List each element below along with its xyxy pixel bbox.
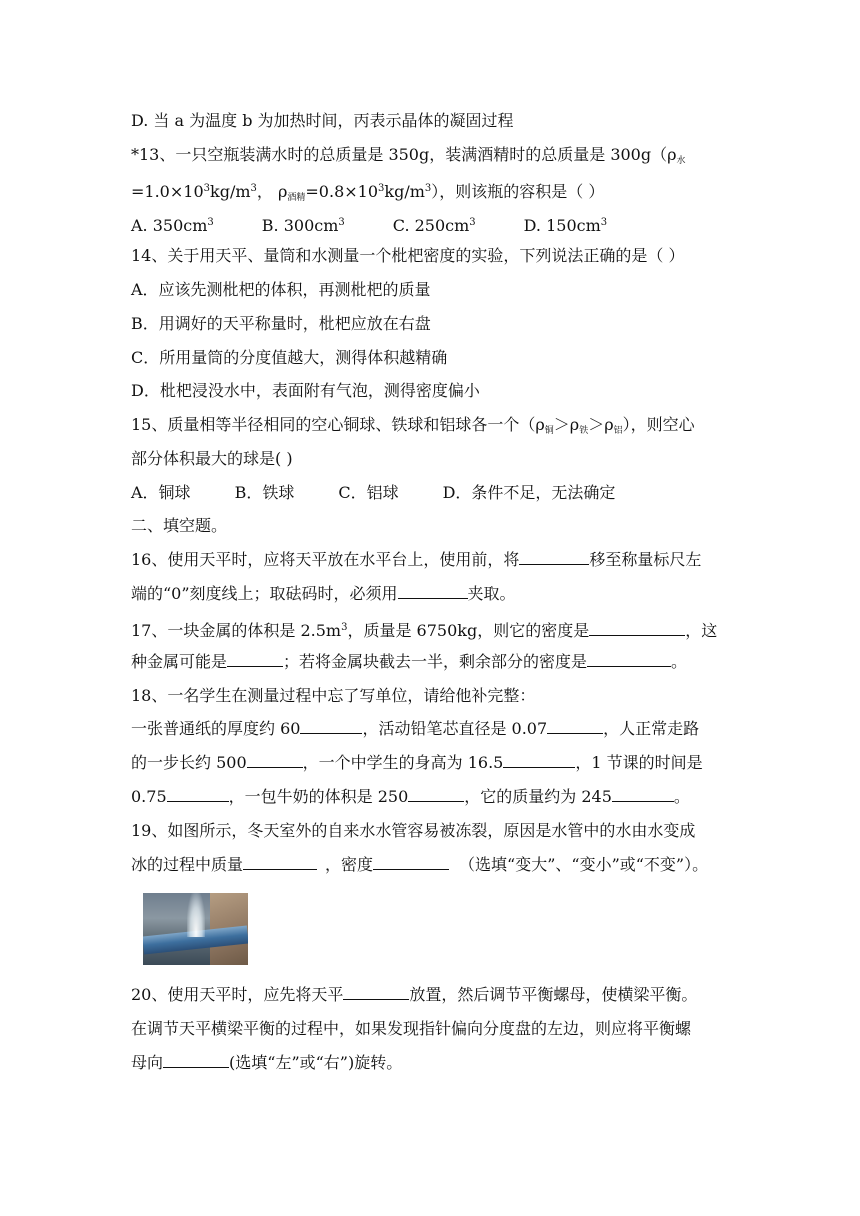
q20-line1 — [131, 984, 697, 1006]
q18-text: ，活动铅笔芯直径是 0.07 — [362, 719, 548, 738]
q16-line2 — [131, 583, 516, 605]
q20-text: 母向 — [131, 1053, 164, 1072]
q15-text: 15、质量相等半径相同的空心铜球、铁球和铝球各一个（ρ — [131, 415, 545, 434]
blank[interactable] — [300, 719, 362, 734]
q18-text: ，1 节课的时间是 — [575, 753, 703, 772]
blank[interactable] — [398, 584, 468, 599]
q14-option-c: C．所用量筒的分度值越大，测得体积越精确 — [131, 348, 448, 367]
sup: 3 — [203, 183, 210, 194]
q15-option-c: C．铝球 — [338, 483, 399, 502]
q17-text: ，质量是 6750kg，则它的密度是 — [347, 621, 590, 640]
q13-option-b: B. 300cm — [261, 216, 339, 235]
q13-option-a: A. 350cm — [131, 216, 208, 235]
water-spray — [187, 893, 205, 937]
sub: 铁 — [579, 426, 589, 436]
blank[interactable] — [227, 652, 283, 667]
q16-line1 — [131, 549, 701, 571]
rho-alcohol-sub: 酒精 — [287, 193, 306, 203]
q14-option-d: D．枇杷浸没水中，表面附有气泡，测得密度偏小 — [131, 381, 480, 400]
sup: 3 — [378, 183, 385, 194]
q14-option-a: A．应该先测枇杷的体积，再测枇杷的质量 — [131, 280, 431, 299]
q15-option-d: D．条件不足，无法确定 — [442, 483, 616, 502]
q15-option-b: B．铁球 — [234, 483, 295, 502]
q15-stem-line2: 部分体积最大的球是( ) — [131, 449, 293, 468]
q13-question: ），则该瓶的容积是（ ） — [431, 182, 605, 201]
q17-text: 17、一块金属的体积是 2.5m — [131, 621, 342, 640]
q18-line1 — [131, 718, 699, 740]
q13-option-c: C. 250cm — [392, 216, 470, 235]
q18-line2 — [131, 752, 703, 774]
q19-line1: 19、如图所示，冬天室外的自来水水管容易被冻裂，原因是水管中的水由水变成 — [131, 821, 696, 840]
q18-line3 — [131, 786, 690, 808]
q18-text: ，人正常走路 — [603, 719, 700, 738]
q13-stem-line1 — [131, 144, 686, 172]
q16-text: 16、使用天平时，应将天平放在水平台上，使用前，将 — [131, 550, 520, 569]
q17-text: ；若将金属块截去一半，剩余部分的密度是 — [283, 652, 588, 671]
blank[interactable] — [587, 652, 671, 667]
blank[interactable] — [343, 985, 409, 1000]
gt: ＞ρ — [553, 415, 580, 434]
blank[interactable] — [243, 855, 317, 870]
blank[interactable] — [247, 753, 303, 768]
q17-text: 种金属可能是 — [131, 652, 228, 671]
sup: 3 — [250, 183, 257, 194]
sub: 铝 — [613, 426, 623, 436]
sup: 3 — [207, 217, 214, 228]
q18-text: 一张普通纸的厚度约 60 — [131, 719, 301, 738]
q15-text-end: ），则空心 — [622, 415, 695, 434]
q17-line1 — [131, 617, 717, 642]
q13-options — [131, 212, 607, 237]
q18-text: ，它的质量约为 245 — [464, 787, 612, 806]
q15-option-a: A．铜球 — [131, 483, 191, 502]
q16-text: 端的“0”刻度线上；取砝码时，必须用 — [131, 584, 398, 603]
q20-line2: 在调节天平横梁平衡的过程中，如果发现指针偏向分度盘的左边，则应将平衡螺 — [131, 1019, 692, 1038]
q19-text: ，密度 — [325, 855, 374, 874]
q15-stem-line1 — [131, 414, 695, 442]
sup: 3 — [600, 217, 608, 228]
q18-text: 0.75 — [131, 787, 167, 806]
unit: kg/m — [384, 182, 425, 201]
q13-val2: =0.8×10 — [305, 182, 379, 201]
sup: 3 — [469, 217, 476, 228]
rho: ， ρ — [256, 182, 288, 201]
q13-option-d: D. 150cm — [523, 216, 601, 235]
blank[interactable] — [163, 1053, 229, 1068]
q19-text: （选填“变大”、“变小”或“不变”）。 — [459, 855, 709, 874]
q18-stem: 18、一名学生在测量过程中忘了写单位，请给他补完整： — [131, 686, 536, 705]
blank[interactable] — [547, 719, 603, 734]
q17-text: ，这 — [685, 621, 718, 640]
blank[interactable] — [167, 787, 229, 802]
q13-text: *13、一只空瓶装满水时的总质量是 350g，装满酒精时的总质量是 300g（ρ — [131, 145, 677, 164]
q20-line3 — [131, 1052, 402, 1074]
rho-water-sub: 水 — [676, 156, 686, 166]
blank[interactable] — [589, 621, 685, 636]
frozen-pipe-photo-icon — [143, 893, 248, 965]
q14-stem: 14、关于用天平、量筒和水测量一个枇杷密度的实验，下列说法正确的是（ ） — [131, 246, 685, 265]
q18-text: ，一包牛奶的体积是 250 — [228, 787, 409, 806]
q20-text: 20、使用天平时，应先将天平 — [131, 985, 344, 1004]
q17-text: 。 — [671, 652, 688, 671]
q18-text: ，一个中学生的身高为 16.5 — [302, 753, 504, 772]
q20-text: (选填“左”或“右”)旋转。 — [229, 1053, 403, 1072]
sup: 3 — [338, 217, 345, 228]
q16-text: 夹取。 — [467, 584, 516, 603]
q15-options — [131, 482, 615, 504]
q18-text: 。 — [673, 787, 690, 806]
q19-text: 冰的过程中质量 — [131, 855, 244, 874]
blank[interactable] — [612, 787, 674, 802]
blank[interactable] — [373, 855, 449, 870]
q16-text: 移至称量标尺左 — [589, 550, 702, 569]
blank[interactable] — [408, 787, 464, 802]
blank[interactable] — [519, 550, 589, 565]
q20-text: 放置，然后调节平衡螺母，使横梁平衡。 — [409, 985, 698, 1004]
blank[interactable] — [503, 753, 575, 768]
q18-text: 的一步长约 500 — [131, 753, 247, 772]
q14-option-b: B．用调好的天平称量时，枇杷应放在右盘 — [131, 314, 431, 333]
q13-val1: =1.0×10 — [131, 182, 204, 201]
unit: kg/m — [210, 182, 251, 201]
gt: ＞ρ — [588, 415, 614, 434]
q13-stem-line2 — [131, 178, 604, 209]
sup: 3 — [341, 622, 348, 633]
q17-line2 — [131, 651, 687, 673]
sub: 铜 — [544, 426, 554, 436]
q12-option-d: D. 当 a 为温度 b 为加热时间，丙表示晶体的凝固过程 — [131, 111, 514, 130]
section-two-heading: 二、填空题。 — [131, 516, 228, 535]
sup: 3 — [424, 183, 432, 194]
q19-line2 — [131, 854, 708, 876]
